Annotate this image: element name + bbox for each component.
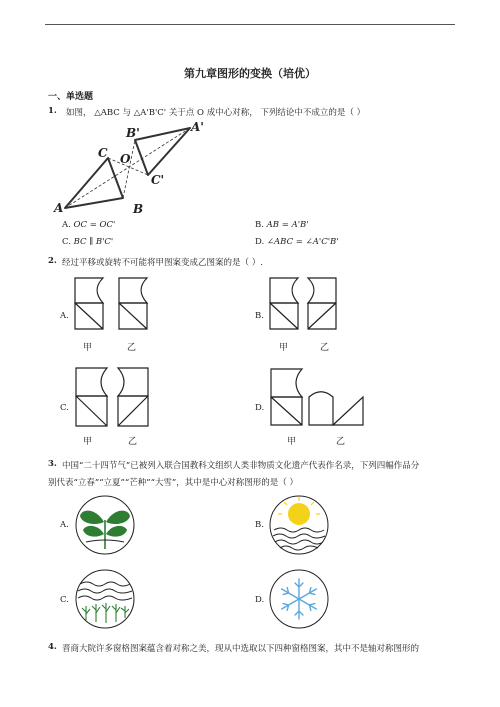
section-heading: 一、单选题: [48, 92, 94, 102]
q3-option-a-image[interactable]: [74, 494, 136, 556]
label-A: A: [54, 201, 64, 215]
q3-option-b-image[interactable]: [268, 494, 330, 556]
q1-number: 1.: [48, 106, 57, 116]
q2-d-caption-jia: 甲: [287, 437, 297, 447]
label-B: B: [133, 202, 144, 216]
q1-option-c[interactable]: C. BC ∥ B'C': [62, 237, 114, 247]
label-O: O: [120, 152, 131, 166]
q2-a-caption-yi: 乙: [127, 343, 137, 353]
header-rule: [45, 24, 455, 25]
q3-text-line2: 别代表“立春”“立夏”“芒种”“大雪”，其中是中心对称图形的是（ ）: [48, 478, 298, 488]
q4-number: 4.: [48, 642, 57, 652]
q2-text: 经过平移或旋转不可能将甲图案变成乙图案的是（ ）.: [62, 258, 263, 268]
q2-option-b-letter[interactable]: B.: [255, 311, 264, 321]
q2-b-caption-jia: 甲: [279, 343, 289, 353]
label-A-prime: A': [191, 120, 204, 134]
q3-option-c-letter[interactable]: C.: [60, 595, 69, 605]
label-C-prime: C': [151, 173, 165, 187]
q2-option-d-letter[interactable]: D.: [255, 403, 265, 413]
q2-option-a-figure[interactable]: [73, 276, 153, 331]
page-title: 第九章图形的变换（培优）: [184, 67, 316, 80]
q4-text: 晋商大院许多窗格图案蕴含着对称之美，现从中选取以下四种窗格图案，其中不是轴对称图形的: [62, 644, 420, 654]
q2-a-caption-jia: 甲: [83, 343, 93, 353]
q2-option-a-letter[interactable]: A.: [60, 311, 69, 321]
q1-option-d[interactable]: D. ∠ABC = ∠A'C'B': [255, 237, 339, 247]
q2-option-c-figure[interactable]: [74, 366, 164, 428]
q2-d-caption-yi: 乙: [336, 437, 346, 447]
q2-c-caption-yi: 乙: [128, 437, 138, 447]
q3-text-line1: 中国“二十四节气”已被列入联合国教科文组织人类非物质文化遗产代表作名录，下列四幅作品分: [62, 461, 420, 471]
q2-option-c-letter[interactable]: C.: [60, 403, 69, 413]
q3-option-a-letter[interactable]: A.: [60, 520, 69, 530]
q3-option-d-image[interactable]: [268, 568, 330, 630]
label-C: C: [98, 146, 108, 160]
q3-option-b-letter[interactable]: B.: [255, 520, 264, 530]
q1-text: 如图， △ABC 与 △A'B'C' 关于点 O 成中心对称， 下列结论中不成立的是（ ）: [66, 108, 366, 118]
q1-figure: [54, 120, 220, 216]
q1-option-a[interactable]: A. OC = OC': [62, 220, 116, 230]
label-B-prime: B': [126, 126, 140, 140]
q2-b-caption-yi: 乙: [320, 343, 330, 353]
q3-number: 3.: [48, 459, 57, 469]
q2-option-d-figure[interactable]: [269, 367, 379, 427]
q1-option-b[interactable]: B. AB = A'B': [255, 220, 309, 230]
q2-number: 2.: [48, 256, 57, 266]
q3-option-c-image[interactable]: [74, 568, 136, 630]
q2-option-b-figure[interactable]: [268, 276, 348, 331]
q3-option-d-letter[interactable]: D.: [255, 595, 265, 605]
q2-c-caption-jia: 甲: [83, 437, 93, 447]
